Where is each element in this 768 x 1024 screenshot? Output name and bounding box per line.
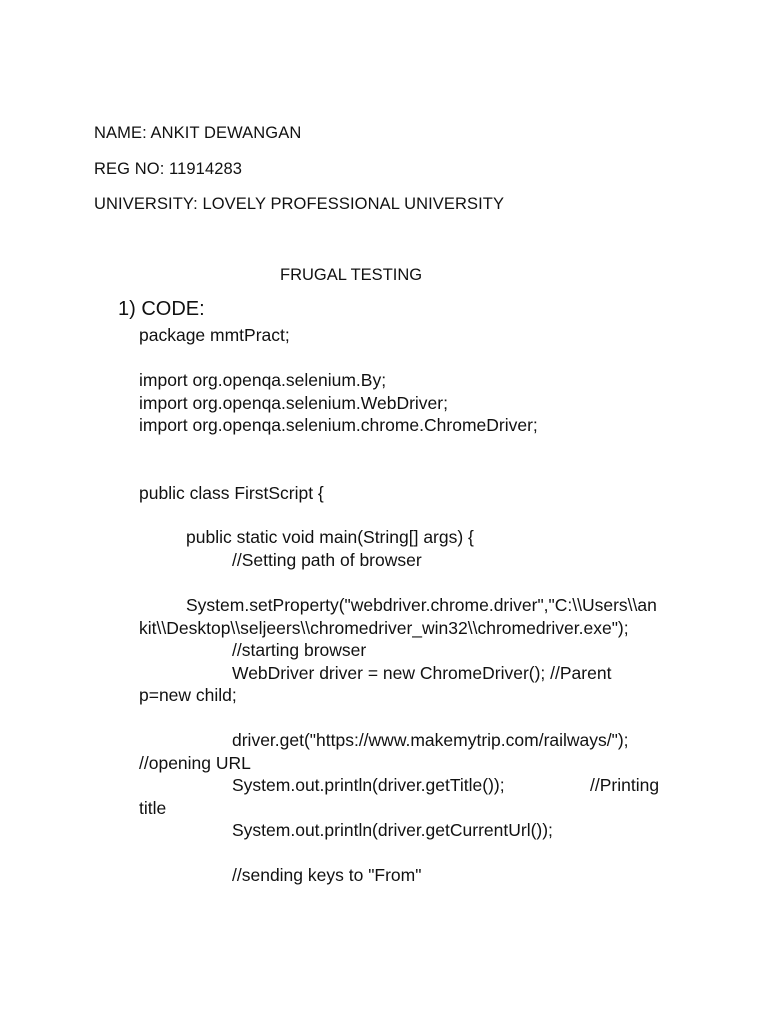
code-comment: //Setting path of browser xyxy=(232,550,422,570)
code-line: import org.openqa.selenium.By; xyxy=(139,370,387,390)
code-line: package mmtPract; xyxy=(139,325,290,345)
code-comment: //opening URL xyxy=(139,753,251,773)
code-line: System.out.println(driver.getCurrentUrl()); xyxy=(232,820,553,840)
code-comment: //starting browser xyxy=(232,640,367,660)
code-line: driver.get("https://www.makemytrip.com/railways/"); xyxy=(232,730,629,750)
code-line: public static void main(String[] args) { xyxy=(186,527,474,547)
code-line: System.out.println(driver.getTitle()); xyxy=(232,775,505,795)
university-name: UNIVERSITY: LOVELY PROFESSIONAL UNIVERSITY xyxy=(94,195,505,213)
code-comment: //sending keys to "From" xyxy=(232,865,422,885)
code-line: public class FirstScript { xyxy=(139,483,324,503)
code-comment: //Printing xyxy=(590,775,660,795)
code-line: import org.openqa.selenium.WebDriver; xyxy=(139,393,448,413)
document-title: FRUGAL TESTING xyxy=(280,266,423,284)
code-comment: title xyxy=(139,798,167,818)
code-line: import org.openqa.selenium.chrome.ChromeDriver; xyxy=(139,415,538,435)
code-line: kit\\Desktop\\seljeers\\chromedriver_win32\\chromedriver.exe"); xyxy=(139,618,629,638)
section-heading: 1) CODE: xyxy=(118,298,205,320)
student-name: NAME: ANKIT DEWANGAN xyxy=(94,124,302,142)
registration-number: REG NO: 11914283 xyxy=(94,160,243,178)
code-line: WebDriver driver = new ChromeDriver(); //Parent xyxy=(232,663,612,683)
code-line: p=new child; xyxy=(139,685,237,705)
code-line: System.setProperty("webdriver.chrome.driver","C:\\Users\\an xyxy=(186,595,657,615)
